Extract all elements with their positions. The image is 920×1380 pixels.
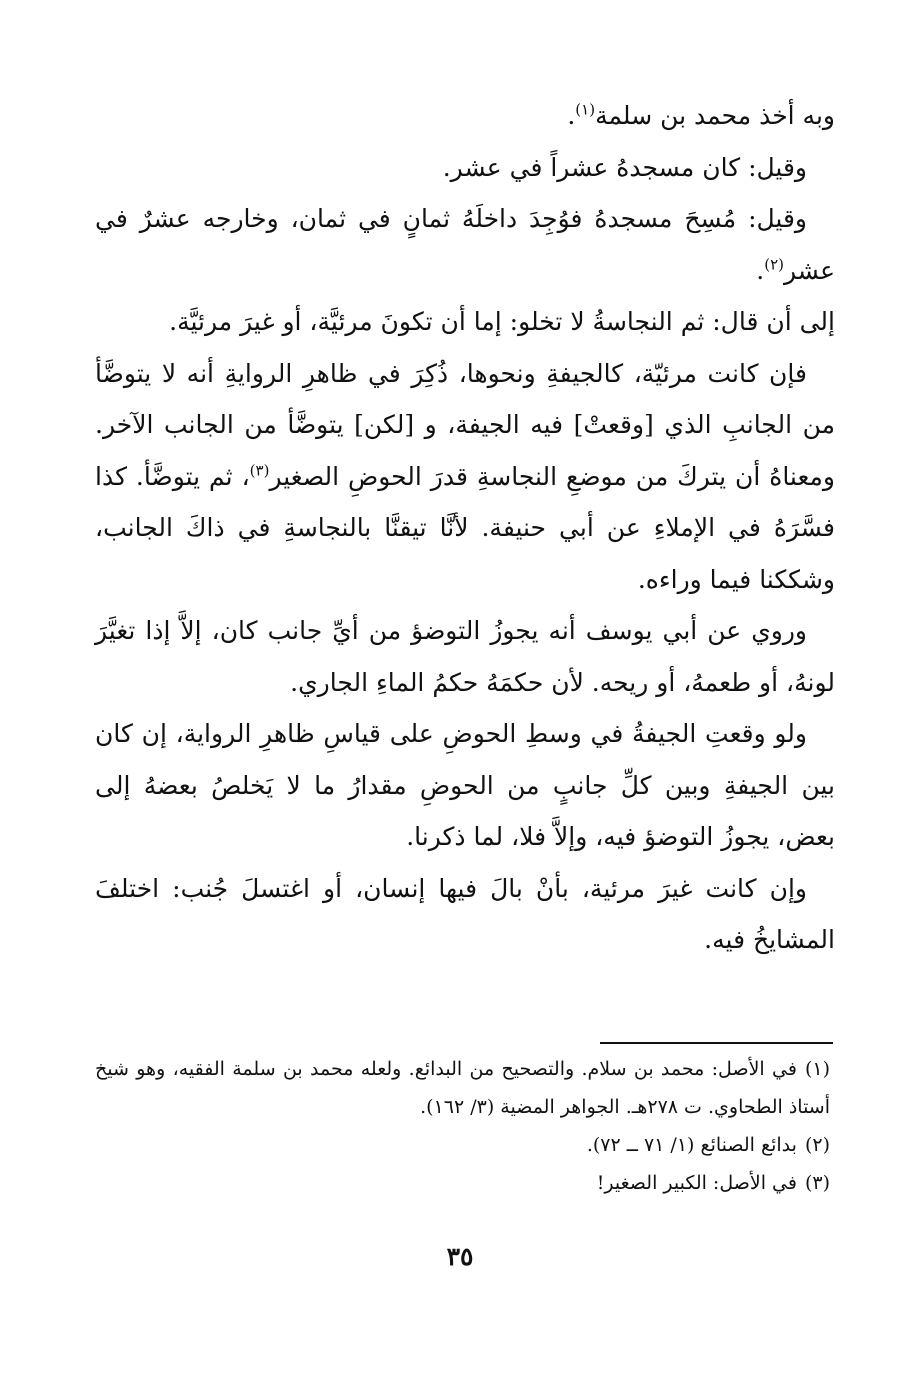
paragraph-3: وقيل: مُسِحَ مسجدهُ فوُجِدَ داخلَهُ ثمانٍ في ثمان، وخارجه عشرٌ في عشر$^{(٢)}$. — [95, 204, 835, 285]
paragraph-6: وروي عن أبي يوسف أنه يجوزُ التوضؤ من أيِّ جانب كان، إلاَّ إذا تغيَّرَ لونهُ، أو طعمهُ، أو ريحه. لأن حكمَهُ حكمُ الماءِ الجاري. — [95, 616, 835, 697]
main-text — [95, 90, 835, 966]
paragraph-5: فإن كانت مرئيّة، كالجيفةِ ونحوها، ذُكِرَ في ظاهرِ الروايةِ أنه لا يتوضَّأ من الجانبِ الذي [وقعتْ] فيه الجيفة، و [لكن] يتوضَّأ من الجانب الآخر. ومعناهُ أن يتركَ من موضعِ النجاسةِ قدرَ الحوضِ الصغير$^{(٣)}$، ثم يتوضَّأ. كذا فسَّرَهُ في الإملاءِ عن أبي حنيفة. لأنَّا تيقنَّا بالنجاسةِ في ذاكَ الجانب، وشككنا فيما وراءه. — [95, 358, 836, 594]
paragraph-4: إلى أن قال: ثم النجاسةُ لا تخلو: إما أن تكونَ مرئيَّة، أو غيرَ مرئيَّة. — [169, 307, 835, 336]
footnotes — [95, 1050, 830, 1202]
paragraph-2: وقيل: كان مسجدهُ عشراً في عشر. — [442, 152, 807, 182]
footnote-1 — [95, 1050, 830, 1126]
footnote-text: بدائع الصنائع (١/ ٧١ ــ ٧٢). — [586, 1134, 797, 1156]
footnote-number: (٣) — [804, 1172, 830, 1194]
footnote-2 — [95, 1126, 830, 1164]
footnote-separator — [600, 1042, 833, 1044]
footnote-ref-2: (٢) — [764, 255, 784, 274]
paragraph-1: وبه أخذ محمد بن سلمة$^{(١)}$. — [567, 100, 835, 130]
footnote-number: (٢) — [804, 1134, 830, 1156]
footnote-3 — [95, 1164, 830, 1202]
footnote-ref-1: (١) — [575, 100, 596, 119]
footnote-ref-3: (٣) — [249, 461, 270, 480]
footnote-text: في الأصل: الكبير الصغير! — [596, 1172, 797, 1194]
footnote-text: في الأصل: محمد بن سلام. والتصحيح من البدائع. ولعله محمد بن سلمة الفقيه، وهو شيخ أستاذ الطحاوي. ت ٢٧٨هـ. الجواهر المضية (٣/ ١٦٢). — [95, 1058, 830, 1118]
footnote-number: (١) — [804, 1058, 830, 1080]
paragraph-8: وإن كانت غيرَ مرئية، بأنْ بالَ فيها إنسان، أو اغتسلَ جُنب: اختلفَ المشايخُ فيه. — [95, 873, 835, 954]
page-number: ٣٥ — [446, 1242, 474, 1271]
paragraph-7: ولو وقعتِ الجيفةُ في وسطِ الحوضِ على قياسِ ظاهرِ الرواية، إن كان بين الجيفةِ وبين كلِّ جانبٍ من الحوضِ مقدارُ ما لا يَخلصُ بعضهُ إلى بعض، يجوزُ التوضؤ فيه، وإلاَّ فلا، لما ذكرنا. — [95, 719, 835, 851]
